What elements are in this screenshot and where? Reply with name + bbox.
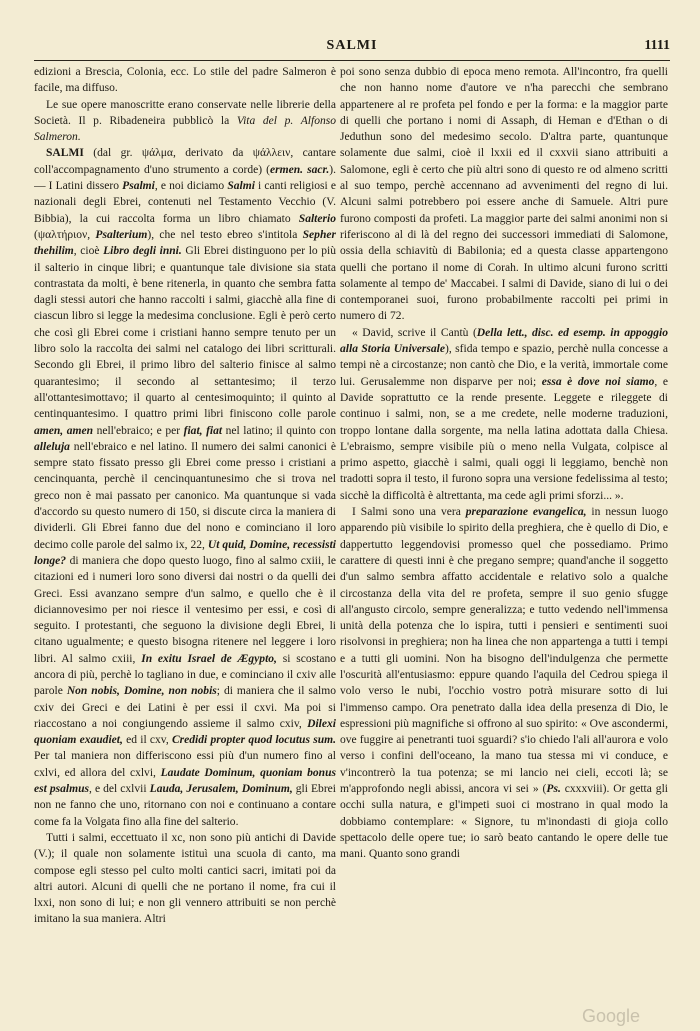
text-run: poi sono senza dubbio di epoca meno remota. All'incontro, fra quelli che non hanno nome d'autore ve n'ha parecchi che sembrano appartenere al re profeta pel fondo e per la forma: e la maggior parte di quelli che portano i nomi di Assaph, di Heman e d'Ethan o di Jeduthun sono del medesimo secolo. D'altra parte, quantunque solamente due salmi, cioè il lxxii ed il cxxvii siano attribuiti a Salomone, egli è certo che più altri sono di questo re od almeno scritti al suo tempo, perchè accennano ad avvenimenti del regno di lui. Alcuni salmi potrebbero poi essere anche di Samuele. Altri pure furono composti da profeti. La maggior parte dei salmi anonimi non si riferiscono al di là del regno dei successori immediati di Salomone, ossia della schiavitù di Babilonia; ed a questa classe appartengono quelli che portano il nome di Corah. In ultimo alcuni furono scritti solamente al tempo de' Maccabei. I salmi di Davide, siano di lui o dei contemporanei suoi, furono probabilmente raccolti pei primi in numero di 72. — [340, 66, 668, 323]
text-run: ; di maniera che il salmo cxiv dei Greci e dei Latini è per essi il cxvi. Ma poi si riaccostano a noi congiungendo assieme il salmo cxiv, — [34, 685, 336, 730]
text-run: gli Ebrei non ne fanno che uno, ritornano con noi e continuano a contare come fa la Volgata fino alla fine del salterio. — [34, 783, 336, 828]
text-run: « David, scrive il Cantù ( — [352, 326, 477, 339]
paragraph — [340, 325, 668, 504]
text-run: Della lett., disc. ed esemp. in appoggio alla Storia Universale — [340, 326, 668, 356]
text-run: Le sue opere manoscritte erano conservate nelle librerie della Società. Il p. Ribadeneira pubblicò la — [34, 98, 336, 127]
header-rule — [34, 60, 670, 61]
text-run: , e noi diciamo — [154, 180, 228, 193]
text-run: , cioè — [73, 245, 104, 258]
text-run: ed il cxv, — [122, 734, 172, 747]
text-run: nel latino; il quinto con — [222, 424, 336, 437]
paragraph — [34, 830, 336, 928]
text-run: i canti religiosi e nazionali degli Ebrei, contenuti nel Testamento Vecchio (V. Bibbia), la cui raccolta forma un libro chiamato — [34, 180, 336, 225]
paragraph — [34, 64, 336, 97]
text-run: amen, amen — [34, 424, 94, 437]
text-run: Ps. — [546, 783, 561, 796]
text-run: Per tal maniera non differiscono essi più d'un numero fino al cxlvi, ed allora del cxlvi, — [34, 750, 336, 779]
text-run: nell'ebraico; e per — [93, 424, 184, 437]
text-run: nell'ebraico e nel latino. Il numero dei salmi canonici è sempre stato fissato presso gli Ebrei come presso i cristiani a cencinquanta, perchè il cencinquantunesimo che si trova nel greco non è mai passato per canonico. Ma quantunque si vada d'accordo su questo numero di 150, si discute circa la maniera di dividerli. Gli Ebrei fanno due del nono e cominciano il loro decimo colle parole del salmo ix, 22, — [34, 440, 336, 551]
text-run: I Salmi sono una vera — [352, 506, 466, 519]
text-run: Dilexi quoniam exaudiet, — [34, 717, 336, 747]
text-run: essa è dove noi siamo — [541, 375, 655, 388]
text-run: alleluja — [34, 440, 70, 453]
left-column — [34, 64, 336, 994]
paragraph — [340, 64, 668, 325]
text-run: Psalmi — [122, 180, 155, 193]
text-run: Libro degli inni. — [103, 245, 182, 258]
text-run: ), che nel testo ebreo s'intitola — [147, 228, 303, 241]
text-run: Tutti i salmi, eccettuato il xc, non sono più antichi di Davide (V.); il quale non solamente istituì una scuola di canto, ma compose egli stesso pel culto molti cantici sacri, imitati poi da altri autori. Alcuni di quelli che ne portano il nome, fra cui il lxxi, non sono di lui; e non gli vennero attribuiti se non perchè imitano la sua maniera. Altri — [34, 831, 336, 926]
text-run: Credidi propter quod locutus sum. — [171, 734, 336, 747]
text-run: Laudate Dominum, quoniam bonus est psalmus — [34, 766, 336, 796]
text-run: ermen. sacr. — [270, 163, 330, 176]
page-header — [34, 38, 670, 58]
text-run: Salterio — [298, 212, 336, 225]
text-run: in nessun luogo apparendo più visibile lo spirito della preghiera, che è quello di Dio, e dappertutto leggendovisi promesso quel che possediamo. Primo carattere di questi inni è che pregano sempre; quand'anche il soggetto d'un salmo sembra affatto accidentale e relativo solo a qualche circostanza della vita del re profeta, sempre il suo genio sfugge all'angusto circolo, sempre generalizza; e tutto vedendo nell'immensa unità della potenza che lo ispira, tutti i pensieri e sentimenti suoi risolvonsi in preghiera; non ha linea che non appartenga a tutti i tempi e a tutti gli uomini. Non ha bisogno dell'indulgenza che permette l'oscurità all'entusiasmo: eppure quando l'aquila del Cedrou spiega il volo verso le nubi, l'occhio vostro potrà misurare sotto di lui l'immenso campo. Ora penetrato dalla idea della presenza di Dio, le espressioni più magnifiche si offrono al suo spirito: « Ove ascondermi, ove fuggire ai penetranti tuoi sguardi? s'io chiedo l'ali all'aurora e volo verso i confini dell'oceano, la mano tua stessa mi vi conduce, e v'incontrerò la tua potenza; se mi lancio nei cieli, eccoti là; se m'approfondo negli abissi, ancora vi sei » ( — [340, 506, 668, 796]
paragraph — [34, 97, 336, 146]
text-run: , e del cxlvii — [89, 783, 150, 796]
running-title: SALMI — [326, 38, 378, 53]
watermark: Google — [581, 1006, 640, 1026]
page-number: 1111 — [644, 38, 670, 53]
text-run: (ψαλτήριον, — [34, 228, 96, 241]
text-run: di maniera che dopo questo luogo, fino al salmo cxiii, le citazioni ed i numeri loro sono diversi dai nostri o da quelli dei Greci. Essi avanzano sempre d'un salmo, e quello che è il diciannovesimo per noi riesce il ventesimo per essi, e così di seguito. I protestanti, che seguono la divisione degli Ebrei, li citano ugualmente; e questo bisogna ritenere nel leggere i loro libri. Al salmo cxiii, — [34, 554, 336, 665]
right-column — [340, 64, 668, 994]
text-run: ). — I Latini dissero — [34, 163, 336, 193]
text-run: Lauda, Jerusalem, Dominum, — [149, 783, 293, 796]
text-run: edizioni a Brescia, Colonia, ecc. Lo stile del padre Salmeron è facile, ma diffuso. — [34, 66, 336, 95]
text-run: (dal gr. ψάλμα, derivato da ψάλλειν, cantare coll'accompagnamento d'uno strumento a corde) ( — [34, 147, 336, 176]
text-run: Sepher thehilim — [34, 228, 336, 258]
text-run: si scostano ancora di più, perchè lo tagliano in due, e cominciano il cxiv alle parole — [34, 652, 336, 698]
text-run: fiat, fiat — [183, 424, 223, 437]
entry-headword: SALMI — [46, 147, 84, 160]
text-run: cxxxviii). Or getta gli occhi sulla natura, e gl'impeti suoi ci mostrano in qual modo la dobbiamo contemplare: « Signore, tu m'inondasti di gioja collo spettacolo delle opere tue; io sarò beato cantando le opere delle tue mani. Quanto sono grandi — [340, 783, 668, 861]
book-title: Vita del p. Alfonso Salmeron. — [34, 114, 336, 144]
text-run: Salmi — [227, 180, 255, 193]
text-run: ), sfida tempo e spazio, perchè nulla concesse a tempi nè a circostanze; non cantò che Dio, e la verità, immortale come lui. Gerusalemme non disparve per noi; — [340, 343, 668, 388]
text-run: Gli Ebrei distinguono per lo più il salterio in cinque libri; e quantunque tale divisione sia stata contrastata da molti, è bene ritenerla, in quanto che sembra fatta dagli stessi autori che hanno raccolti i salmi, giacchè alla fine di ciascun libro si legge la medesima conclusione. Egli è però certo che così gli Ebrei come i cristiani hanno sempre tenuto per un libro solo la raccolta dei salmi nel catalogo dei libri scritturali. Secondo gli Ebrei, il primo libro del salterio finisce al salmo quarantesimo; il secondo al settantesimo; il terzo all'ottantesimottavo; il quarto al centesimoquinto; il quinto al centinquantesimo. I quattro primi libri finiscono colle parole — [34, 245, 336, 421]
text-run: preparazione evangelica, — [465, 506, 587, 519]
paragraph — [340, 504, 668, 863]
text-run: Psalterium — [95, 228, 148, 241]
text-run: In exitu Israel de Ægypto, — [141, 652, 277, 665]
text-run: Ut quid, Domine, recessisti longe? — [34, 538, 336, 567]
text-run: , e Davide soprattutto ce la rende presente. Leggete e rileggete di continuo i salmi, non, se a me credete, nelle moderne traduzioni, troppo lontane dalla sorgente, ma nella latina adottata dalla Chiesa. L'ebraismo, sempre visibile più o meno nella Vulgata, colpisce al primo aspetto, giacchè i salmi, quali oggi li leggiamo, benchè non tradotti sopra il testo, il furono sopra una versione fedelissima al testo; sicchè la difficoltà è altrettanta, ma cede agli primi sforzi... ». — [340, 375, 668, 502]
entry-salmi — [34, 145, 336, 829]
text-run: Non nobis, Domine, non nobis — [66, 685, 217, 698]
